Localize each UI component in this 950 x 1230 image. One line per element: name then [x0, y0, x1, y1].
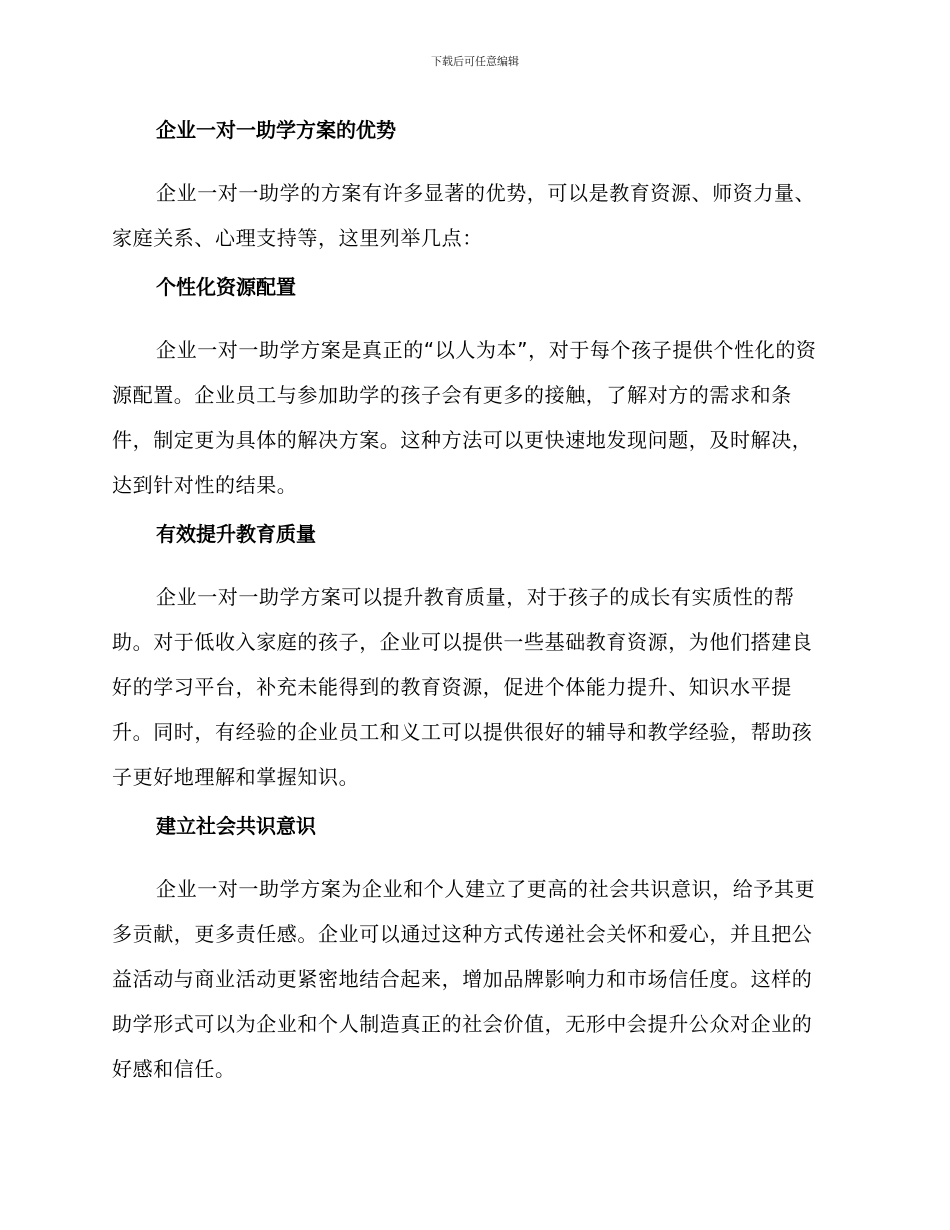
- page-header: 下载后可任意编辑: [431, 55, 519, 68]
- section-heading-social-consensus: 建立社会共识意识: [156, 814, 316, 838]
- section-body-social-consensus: 企业一对一助学方案为企业和个人建立了更高的社会共识意识，给予其更多贡献，更多责任感。企业可以通过这种方式传递社会关怀和爱心，并且把公益活动与商业活动更紧密地结合起来，增加品牌影响力和市场信任度。这样的助学形式可以为企业和个人制造真正的社会价值，无形中会提升公众对企业的好感和信任。: [112, 877, 816, 1081]
- section-heading-education-quality: 有效提升教育质量: [156, 522, 316, 546]
- section-body-education-quality: 企业一对一助学方案可以提升教育质量，对于孩子的成长有实质性的帮助。对于低收入家庭的孩子，企业可以提供一些基础教育资源，为他们搭建良好的学习平台，补充未能得到的教育资源，促进个体能力提升、知识水平提升。同时，有经验的企业员工和义工可以提供很好的辅导和教学经验，帮助孩子更好地理解和掌握知识。: [112, 585, 813, 789]
- section-body-personalized-resources: 企业一对一助学方案是真正的“以人为本”，对于每个孩子提供个性化的资源配置。企业员工与参加助学的孩子会有更多的接触，了解对方的需求和条件，制定更为具体的解决方案。这种方法可以更快速地发现问题，及时解决，达到针对性的结果。: [112, 338, 817, 497]
- document-body: [112, 112, 832, 1100]
- document-title: 企业一对一助学方案的优势: [156, 118, 396, 142]
- section-heading-personalized-resources: 个性化资源配置: [156, 275, 296, 299]
- intro-paragraph: 企业一对一助学的方案有许多显著的优势，可以是教育资源、师资力量、家庭关系、心理支持等，这里列举几点：: [112, 181, 816, 250]
